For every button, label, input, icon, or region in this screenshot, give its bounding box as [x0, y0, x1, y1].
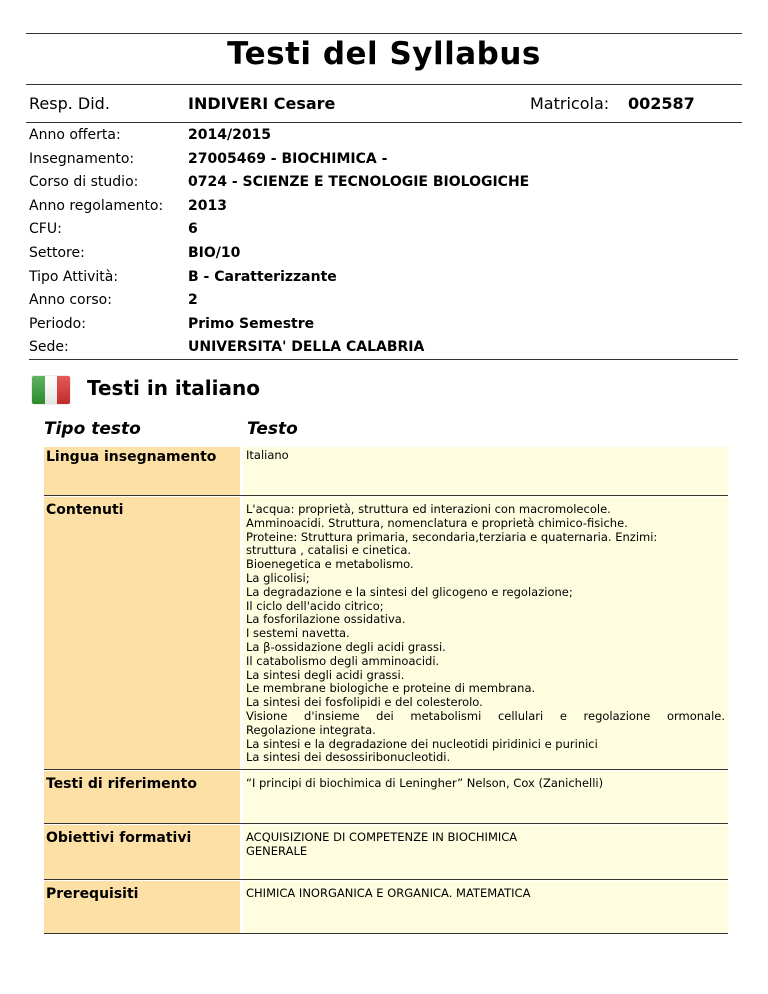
text-line: “I principi di biochimica di Leningher” Nelson, Cox (Zanichelli) [246, 776, 604, 790]
info-value: Primo Semestre [188, 315, 315, 332]
row-value-lingua [243, 447, 728, 495]
text-line: ACQUISIZIONE DI COMPETENZE IN BIOCHIMICA [246, 830, 518, 844]
info-label: Periodo: [29, 315, 86, 332]
text-line: La degradazione e la sintesi del glicogeno e regolazione; [246, 584, 573, 599]
text-line: Bioenegetica e metabolismo. [246, 557, 414, 572]
text-line: La sintesi dei desossiribonucleotidi. [246, 750, 451, 765]
info-value: 2 [188, 292, 198, 309]
row-label-obiettivi: Obiettivi formativi [44, 825, 240, 879]
info-label: Settore: [29, 244, 85, 261]
info-value: 2013 [188, 197, 227, 214]
row-value-riferimento [243, 771, 728, 823]
info-label: Anno regolamento: [29, 197, 164, 214]
matricola-label: Matricola: [530, 94, 610, 113]
text-line: La sintesi e la degradazione dei nucleotidi piridinici e purinici [246, 736, 598, 751]
info-label: Insegnamento: [29, 150, 135, 167]
info-label: Corso di studio: [29, 174, 139, 191]
resp-did-value: INDIVERI Cesare [188, 94, 336, 113]
page-title: Testi del Syllabus [227, 36, 541, 72]
info-value: 27005469 - BIOCHIMICA - [188, 150, 388, 167]
text-line: La sintesi degli acidi grassi. [246, 667, 405, 682]
info-label: Tipo Attività: [29, 268, 119, 285]
text-line: Regolazione integrata. [246, 722, 376, 737]
title-rule [26, 84, 742, 85]
table-row [44, 880, 728, 934]
row-label-prerequisiti: Prerequisiti [44, 881, 240, 933]
row-value-obiettivi [243, 825, 728, 879]
text-line: GENERALE [246, 843, 308, 858]
text-line: I sestemi navetta. [246, 626, 350, 641]
info-value: BIO/10 [188, 244, 241, 261]
col-header-tipo: Tipo testo [44, 419, 141, 439]
matricola-value: 002587 [628, 94, 695, 113]
text-line: La sintesi dei fosfolipidi e del colesterolo. [246, 695, 483, 710]
texts-table [44, 446, 728, 934]
info-value: 2014/2015 [188, 127, 272, 143]
info-label: Anno corso: [29, 292, 112, 309]
info-label: CFU: [29, 221, 62, 238]
table-row [44, 496, 728, 770]
text-line: Proteine: Struttura primaria, secondaria,terziaria e quaternaria. Enzimi: [246, 529, 658, 544]
top-rule [26, 33, 742, 34]
text-line: La glicolisi; [246, 570, 310, 585]
text-line: struttura , catalisi e cinetica. [246, 543, 412, 558]
text-line: La fosforilazione ossidativa. [246, 612, 406, 627]
table-row [44, 824, 728, 880]
table-row [44, 770, 728, 824]
info-value: UNIVERSITA' DELLA CALABRIA [188, 339, 425, 356]
text-line: CHIMICA INORGANICA E ORGANICA. MATEMATICA [246, 886, 531, 900]
text-line: Il ciclo dell'acido citrico; [246, 598, 384, 613]
info-label: Sede: [29, 339, 69, 356]
text-line: Le membrane biologiche e proteine di membrana. [246, 681, 536, 696]
header-rule [26, 122, 742, 123]
text-line: Visione d'insieme dei metabolismi cellulari e regolazione ormonale. [246, 708, 725, 723]
text-line: Amminoacidi. Struttura, nomenclatura e proprietà chimico-fisiche. [246, 515, 628, 530]
row-value-contenuti [243, 497, 728, 769]
resp-did-label: Resp. Did. [29, 94, 110, 113]
row-value-prerequisiti [243, 881, 728, 933]
info-rule [29, 359, 738, 360]
info-value: 6 [188, 221, 198, 238]
section-title: Testi in italiano [87, 376, 260, 400]
row-label-riferimento: Testi di riferimento [44, 771, 240, 823]
row-label-contenuti: Contenuti [44, 497, 240, 769]
info-label: Anno offerta: [29, 127, 121, 143]
text-line: L'acqua: proprietà, struttura ed interazioni con macromolecole. [246, 502, 611, 516]
info-value: B - Caratterizzante [188, 268, 337, 285]
text-line: Italiano [246, 448, 289, 462]
col-header-testo: Testo [247, 419, 298, 439]
italian-flag-icon [32, 376, 70, 404]
text-line: Il catabolismo degli amminoacidi. [246, 653, 440, 668]
row-label-lingua: Lingua insegnamento [44, 447, 240, 495]
info-value: 0724 - SCIENZE E TECNOLOGIE BIOLOGICHE [188, 174, 530, 191]
text-line: La β-ossidazione degli acidi grassi. [246, 639, 446, 654]
table-row [44, 446, 728, 496]
